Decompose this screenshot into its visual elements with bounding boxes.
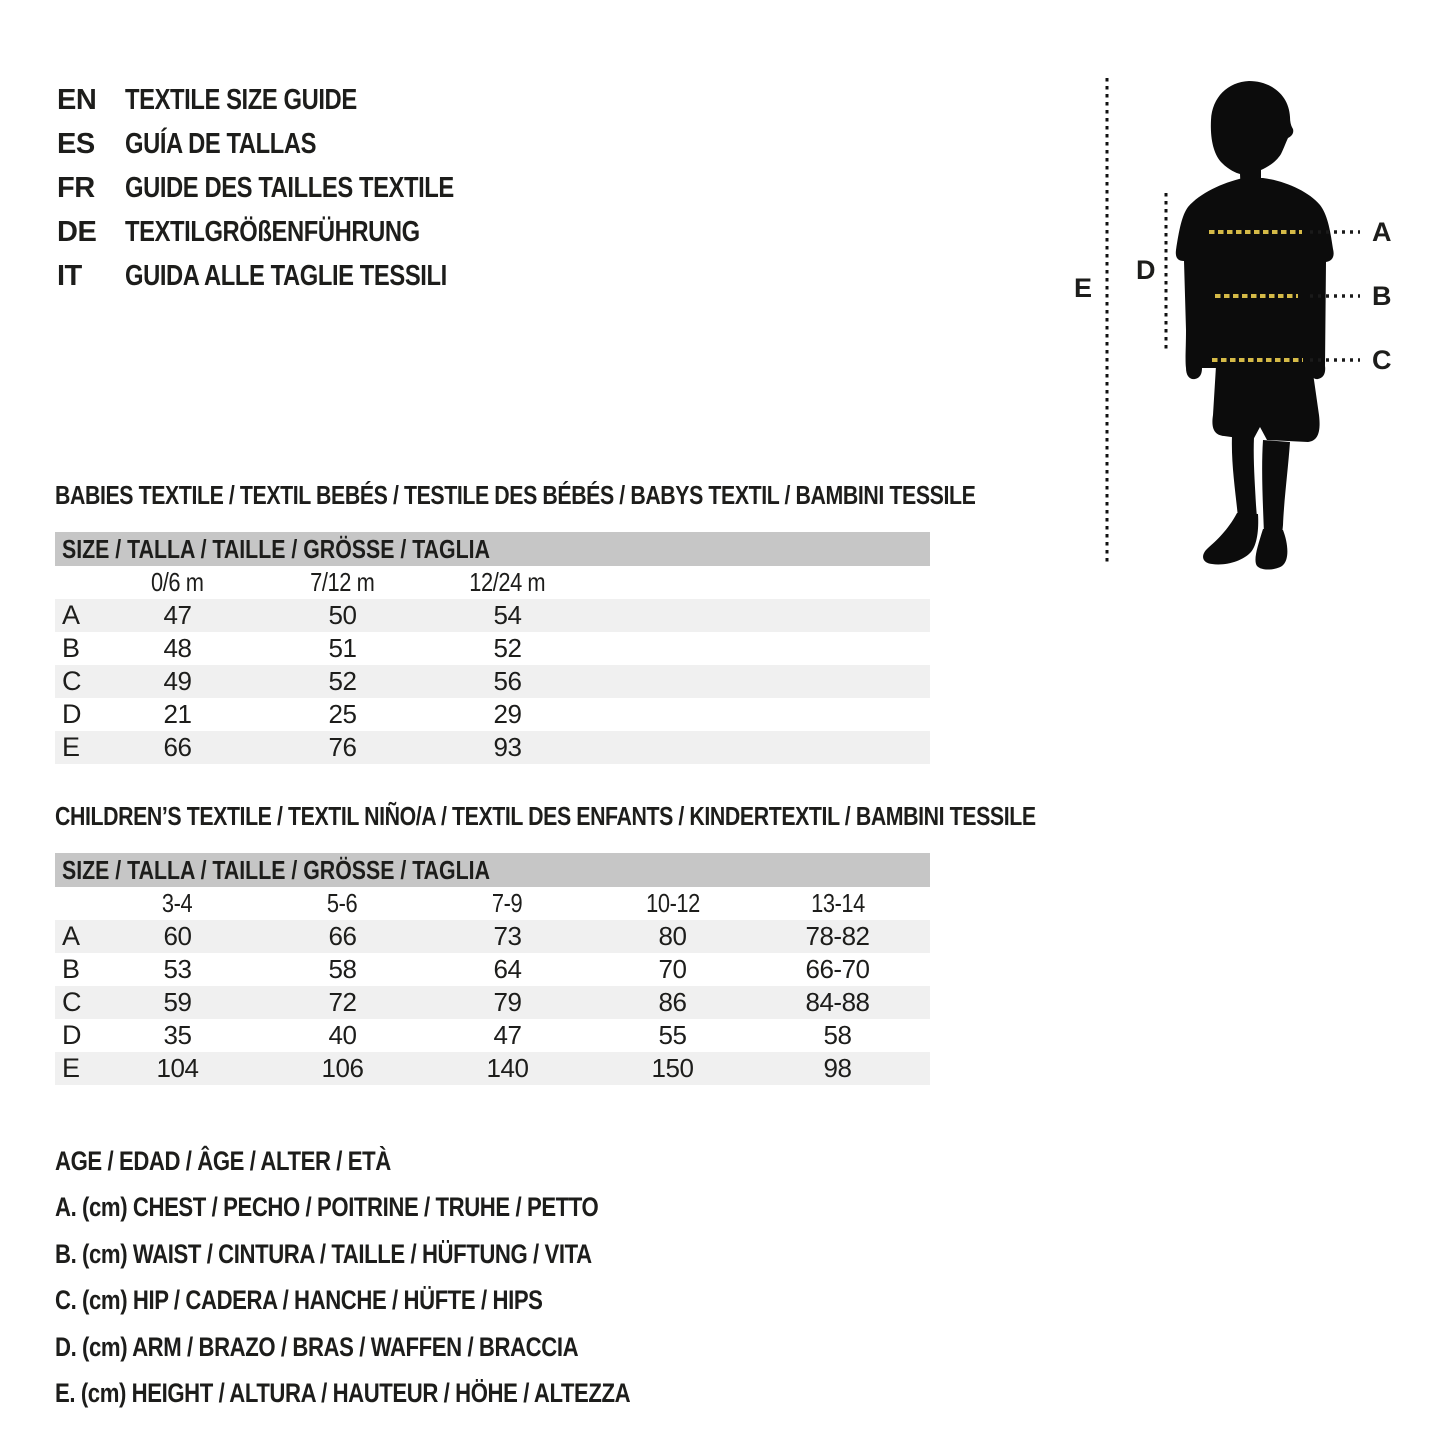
language-row	[57, 122, 526, 166]
babies-section-title	[55, 480, 1177, 511]
babies-size-header-bar	[55, 532, 930, 566]
children-size-header-bar	[55, 853, 930, 887]
table-cell: 47	[163, 600, 192, 630]
table-cell: 40	[328, 1020, 357, 1050]
language-code: FR	[57, 171, 95, 204]
size-diagram	[1060, 60, 1445, 600]
column-header: 7-9	[492, 888, 523, 918]
table-cell: 98	[823, 1053, 852, 1083]
column-header: 12/24 m	[469, 567, 546, 597]
table-cell: 66-70	[805, 954, 870, 984]
row-label: C	[62, 987, 81, 1017]
table-cell: 73	[493, 921, 522, 951]
child-silhouette-graphic	[1060, 60, 1445, 600]
table-cell: 66	[328, 921, 357, 951]
table-cell: 58	[823, 1020, 852, 1050]
column-header: 13-14	[810, 888, 865, 918]
table-cell: 56	[493, 666, 522, 696]
row-label: E	[62, 1053, 80, 1083]
language-row	[57, 166, 526, 210]
table-cell: 52	[493, 633, 522, 663]
table-row	[55, 1019, 930, 1052]
child-silhouette	[1176, 81, 1334, 570]
table-cell: 79	[493, 987, 522, 1017]
babies-size-header-text: SIZE / TALLA / TAILLE / GRÖSSE / TAGLIA	[62, 534, 490, 564]
table-cell: 86	[658, 987, 687, 1017]
row-label: A	[62, 921, 80, 951]
babies-column-header-row	[55, 566, 930, 599]
measure-label-a: A	[1372, 217, 1392, 247]
children-section-title	[55, 801, 1251, 832]
measure-label-e: E	[1074, 273, 1093, 303]
column-header: 3-4	[162, 888, 193, 918]
table-cell: 150	[651, 1053, 694, 1083]
table-cell: 72	[328, 987, 357, 1017]
legend-hip: C. (cm) HIP / CADERA / HANCHE / HÜFTE / HIPS	[55, 1285, 543, 1315]
legend-arm: D. (cm) ARM / BRAZO / BRAS / WAFFEN / BRACCIA	[55, 1332, 579, 1362]
table-cell: 29	[493, 699, 522, 729]
table-row	[55, 920, 930, 953]
row-label: B	[62, 954, 80, 984]
table-row	[55, 731, 930, 764]
table-cell: 64	[493, 954, 522, 984]
row-label: E	[62, 732, 80, 762]
language-title: GUÍA DE TALLAS	[125, 127, 317, 160]
legend-age: AGE / EDAD / ÂGE / ALTER / ETÀ	[55, 1146, 391, 1176]
table-cell: 21	[163, 699, 192, 729]
language-code: EN	[57, 83, 97, 116]
table-row	[55, 1052, 930, 1085]
table-cell: 48	[163, 633, 192, 663]
table-cell: 49	[163, 666, 192, 696]
language-row	[57, 254, 526, 298]
legend-waist: B. (cm) WAIST / CINTURA / TAILLE / HÜFTUNG / VITA	[55, 1239, 592, 1269]
measure-label-d: D	[1136, 255, 1156, 285]
column-header: 7/12 m	[310, 567, 375, 597]
table-cell: 51	[328, 633, 357, 663]
row-label: C	[62, 666, 81, 696]
table-row	[55, 632, 930, 665]
table-cell: 53	[163, 954, 192, 984]
table-cell: 52	[328, 666, 357, 696]
legend-height: E. (cm) HEIGHT / ALTURA / HAUTEUR / HÖHE / ALTEZZA	[55, 1378, 631, 1408]
table-cell: 84-88	[805, 987, 870, 1017]
measure-label-b: B	[1372, 281, 1392, 311]
table-cell: 35	[163, 1020, 192, 1050]
table-cell: 58	[328, 954, 357, 984]
children-size-header-text: SIZE / TALLA / TAILLE / GRÖSSE / TAGLIA	[62, 855, 490, 885]
legend-chest: A. (cm) CHEST / PECHO / POITRINE / TRUHE / PETTO	[55, 1192, 599, 1222]
column-header: 10-12	[645, 888, 700, 918]
language-code: DE	[57, 215, 97, 248]
table-cell: 54	[493, 600, 522, 630]
language-title: TEXTILE SIZE GUIDE	[125, 83, 357, 116]
table-cell: 60	[163, 921, 192, 951]
table-cell: 76	[328, 732, 357, 762]
table-row	[55, 953, 930, 986]
babies-size-table	[55, 532, 930, 764]
table-row	[55, 986, 930, 1019]
language-row	[57, 78, 526, 122]
table-cell: 104	[156, 1053, 199, 1083]
language-title: GUIDE DES TAILLES TEXTILE	[125, 171, 454, 204]
language-title: TEXTILGRÖßENFÜHRUNG	[125, 215, 420, 248]
row-label: A	[62, 600, 80, 630]
children-section-title-text: CHILDREN’S TEXTILE / TEXTIL NIÑO/A / TEXTIL DES ENFANTS / KINDERTEXTIL / BAMBINI TESSILE	[55, 801, 1036, 831]
babies-section-title-text: BABIES TEXTILE / TEXTIL BEBÉS / TESTILE DES BÉBÉS / BABYS TEXTIL / BAMBINI TESSILE	[55, 480, 976, 510]
table-cell: 78-82	[805, 921, 870, 951]
table-cell: 106	[321, 1053, 364, 1083]
column-header: 0/6 m	[151, 567, 204, 597]
row-label: D	[62, 1020, 81, 1050]
table-row	[55, 698, 930, 731]
table-cell: 140	[486, 1053, 529, 1083]
language-header	[57, 78, 526, 298]
language-title: GUIDA ALLE TAGLIE TESSILI	[125, 259, 447, 292]
children-size-table	[55, 853, 930, 1085]
language-code: ES	[57, 127, 95, 160]
table-cell: 66	[163, 732, 192, 762]
measure-label-c: C	[1372, 345, 1392, 375]
row-label: D	[62, 699, 81, 729]
table-cell: 25	[328, 699, 357, 729]
table-cell: 59	[163, 987, 192, 1017]
table-cell: 50	[328, 600, 357, 630]
column-header: 5-6	[327, 888, 358, 918]
table-cell: 93	[493, 732, 522, 762]
table-row	[55, 665, 930, 698]
table-cell: 70	[658, 954, 687, 984]
children-column-header-row	[55, 887, 930, 920]
language-row	[57, 210, 526, 254]
table-row	[55, 599, 930, 632]
table-cell: 80	[658, 921, 687, 951]
row-label: B	[62, 633, 80, 663]
table-cell: 55	[658, 1020, 687, 1050]
language-code: IT	[57, 259, 82, 292]
table-cell: 47	[493, 1020, 522, 1050]
